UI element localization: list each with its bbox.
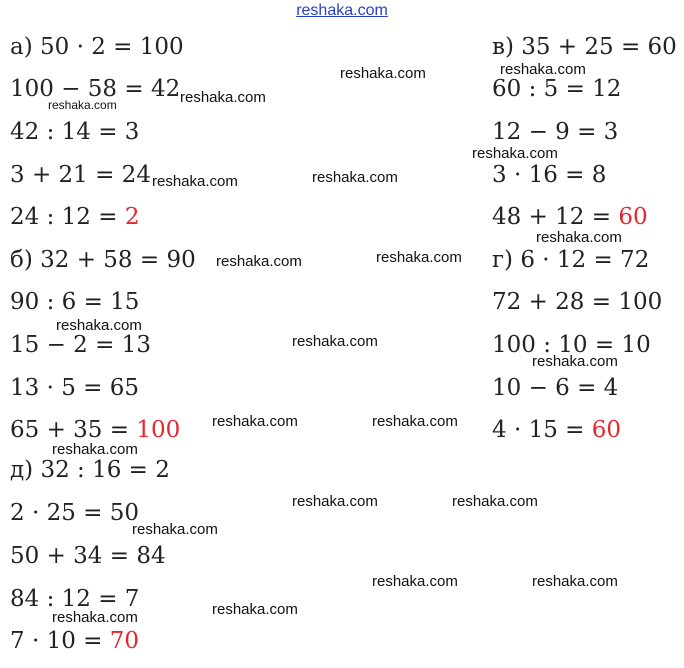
eq-a-4 bbox=[10, 161, 151, 189]
expr: 48 + 12 = bbox=[492, 204, 619, 230]
watermark: reshaka.com bbox=[312, 169, 398, 186]
watermark: reshaka.com bbox=[472, 145, 558, 162]
eq-b-4 bbox=[10, 374, 139, 402]
watermark: reshaka.com bbox=[372, 413, 458, 430]
expr: 100 : 10 = 10 bbox=[492, 332, 651, 358]
watermark: reshaka.com bbox=[340, 65, 426, 82]
watermark: reshaka.com bbox=[212, 601, 298, 618]
eq-b-3 bbox=[10, 331, 151, 359]
answer: 2 bbox=[124, 204, 140, 230]
watermark: reshaka.com bbox=[132, 521, 218, 538]
expr: 50 + 34 = 84 bbox=[10, 543, 166, 569]
expr: а) 50 · 2 = 100 bbox=[10, 34, 184, 60]
watermark: reshaka.com bbox=[532, 573, 618, 590]
eq-v-2 bbox=[492, 75, 621, 103]
expr: 72 + 28 = 100 bbox=[492, 289, 663, 315]
eq-d-1 bbox=[10, 456, 170, 484]
watermark: reshaka.com bbox=[152, 173, 238, 190]
watermark: reshaka.com bbox=[500, 61, 586, 78]
answer: 60 bbox=[591, 417, 622, 443]
expr: 2 · 25 = 50 bbox=[10, 500, 139, 526]
eq-d-3 bbox=[10, 542, 166, 570]
expr: 24 : 12 = bbox=[10, 204, 125, 230]
eq-g-5 bbox=[492, 416, 621, 444]
watermark: reshaka.com bbox=[292, 493, 378, 510]
eq-a-3 bbox=[10, 118, 139, 146]
answer: 60 bbox=[618, 204, 648, 230]
eq-a-1 bbox=[10, 33, 184, 61]
eq-b-1 bbox=[10, 246, 196, 274]
expr: 84 : 12 = 7 bbox=[10, 586, 140, 612]
expr: 3 · 16 = 8 bbox=[492, 162, 607, 188]
expr: 10 − 6 = 4 bbox=[492, 375, 619, 401]
watermark: reshaka.com bbox=[180, 89, 266, 106]
watermark: reshaka.com bbox=[216, 253, 302, 270]
watermark: reshaka.com bbox=[48, 98, 117, 112]
expr: 7 · 10 = bbox=[10, 628, 110, 654]
expr: 3 + 21 = 24 bbox=[10, 162, 151, 188]
expr: 60 : 5 = 12 bbox=[492, 76, 622, 102]
expr: 42 : 14 = 3 bbox=[10, 119, 140, 145]
site-header-link[interactable]: reshaka.com bbox=[296, 2, 388, 19]
expr: д) 32 : 16 = 2 bbox=[10, 457, 170, 483]
watermark: reshaka.com bbox=[52, 441, 138, 458]
answer: 100 bbox=[136, 417, 181, 443]
expr: 100 − 58 = 42 bbox=[10, 76, 181, 102]
expr: 90 : 6 = 15 bbox=[10, 289, 140, 315]
expr: 12 − 9 = 3 bbox=[492, 119, 619, 145]
eq-a-5 bbox=[10, 203, 139, 231]
watermark: reshaka.com bbox=[372, 573, 458, 590]
eq-g-2 bbox=[492, 288, 662, 316]
watermark: reshaka.com bbox=[452, 493, 538, 510]
eq-v-5 bbox=[492, 203, 648, 231]
eq-v-3 bbox=[492, 118, 618, 146]
eq-b-2 bbox=[10, 288, 139, 316]
watermark: reshaka.com bbox=[536, 229, 622, 246]
eq-g-1 bbox=[492, 246, 649, 274]
watermark: reshaka.com bbox=[52, 609, 138, 626]
eq-v-1 bbox=[492, 33, 677, 61]
expr: г) 6 · 12 = 72 bbox=[492, 247, 650, 273]
eq-d-5 bbox=[10, 627, 139, 655]
watermark: reshaka.com bbox=[56, 317, 142, 334]
watermark: reshaka.com bbox=[212, 413, 298, 430]
expr: 15 − 2 = 13 bbox=[10, 332, 151, 358]
answer: 70 bbox=[109, 628, 140, 654]
eq-d-2 bbox=[10, 499, 139, 527]
watermark: reshaka.com bbox=[292, 333, 378, 350]
expr: 4 · 15 = bbox=[492, 417, 592, 443]
expr: 65 + 35 = bbox=[10, 417, 137, 443]
watermark: reshaka.com bbox=[532, 353, 618, 370]
expr: б) 32 + 58 = 90 bbox=[10, 247, 196, 273]
eq-g-4 bbox=[492, 374, 618, 402]
expr: 13 · 5 = 65 bbox=[10, 375, 139, 401]
eq-b-5 bbox=[10, 416, 180, 444]
expr: в) 35 + 25 = 60 bbox=[492, 34, 677, 60]
watermark: reshaka.com bbox=[376, 249, 462, 266]
eq-v-4 bbox=[492, 161, 606, 189]
